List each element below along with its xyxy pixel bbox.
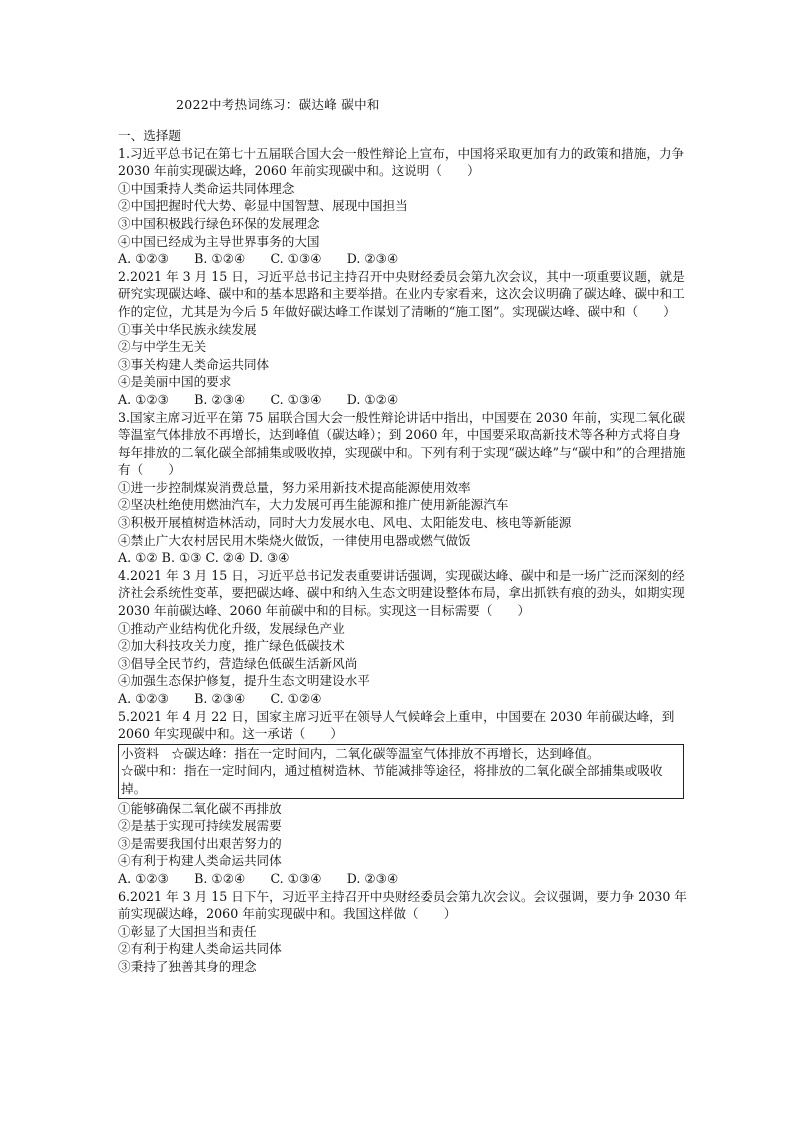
info-box-line: 小资料 ☆碳达峰：指在一定时间内，二氧化碳等温室气体排放不再增长，达到峰值。 (121, 745, 600, 761)
question-item: ①事关中华民族永续发展 (118, 321, 257, 337)
question-options: A. ①②③ B. ①②④ C. ①③④ D. ②③④ (118, 251, 399, 267)
question-item: ④是美丽中国的要求 (118, 374, 232, 390)
question-item: ①推动产业结构优化升级，发展绿色产业 (118, 620, 345, 636)
question-item: ④加强生态保护修复，提升生态文明建设水平 (118, 673, 370, 689)
question-stem: 5.2021 年 4 月 22 日，国家主席习近平在领导人气候峰会上重申，中国要在 2030 年前碳达峰，到 2060 年实现碳中和。这一承诺（ ） (118, 708, 675, 742)
question-stem: 3.国家主席习近平在第 75 届联合国大会一般性辩论讲话中指出，中国要在 2030 年前，实现二氧化碳等温室气体排放不再增长，达到峰值（碳达峰）；到 2060 年，中国要采取高新技术等各种方式将自身每年排放的二氧化碳全部捕集或吸收掉，实现碳中和。下列有利于实现“碳达峰”与“碳中和”的合理措施有（ ） (118, 409, 686, 478)
question-options: A. ①②③ B. ②③④ C. ①③④ D. ①②④ (118, 391, 399, 407)
question-6 (118, 888, 688, 976)
question-item: ④有利于构建人类命运共同体 (118, 853, 282, 869)
info-box (118, 744, 684, 799)
question-item: ②中国把握时代大势、彰显中国智慧、展现中国担当 (118, 198, 408, 214)
question-options: A. ①② B. ①③ C. ②④ D. ③④ (118, 550, 290, 566)
section-heading: 一、选择题 (118, 128, 181, 143)
question-item: ③是需要我国付出艰苦努力的 (118, 835, 282, 851)
question-item: ③事关构建人类命运共同体 (118, 356, 270, 372)
question-stem: 1.习近平总书记在第七十五届联合国大会一般性辩论上宣布，中国将采取更加有力的政策和措施，力争 2030 年前实现碳达峰，2060 年前实现碳中和。这说明（ ） (118, 145, 685, 179)
question-1 (118, 145, 688, 268)
question-item: ①中国秉持人类命运共同体理念 (118, 180, 295, 196)
question-options: A. ①②③ B. ①②④ C. ①③④ D. ②③④ (118, 870, 399, 886)
info-box-line: ☆碳中和：指在一定时间内，通过植树造林、节能减排等途径，将排放的二氧化碳全部捕集或吸收掉。 (121, 763, 663, 796)
question-5 (118, 708, 688, 888)
question-item: ②坚决杜绝使用燃油汽车，大力发展可再生能源和推广使用新能源汽车 (118, 497, 509, 513)
question-item: ④中国已经成为主导世界事务的大国 (118, 233, 320, 249)
question-item: ④禁止广大农村居民用木柴烧火做饭，一律使用电器或燃气做饭 (118, 532, 471, 548)
question-item: ②有利于构建人类命运共同体 (118, 941, 282, 957)
question-item: ①彰显了大国担当和责任 (118, 923, 257, 939)
question-4 (118, 567, 688, 708)
question-item: ③中国积极践行绿色环保的发展理念 (118, 215, 320, 231)
question-item: ①进一步控制煤炭消费总量，努力采用新技术提高能源使用效率 (118, 479, 471, 495)
question-stem: 4.2021 年 3 月 15 日，习近平总书记发表重要讲话强调，实现碳达峰、碳中和是一场广泛而深刻的经济社会系统性变革，要把碳达峰、碳中和纳入生态文明建设整体布局，拿出抓铁有痕的劲头，如期实现 2030 年前碳达峰、2060 年前碳中和的目标。实现这一目标需要（ ） (118, 567, 685, 619)
question-stem: 6.2021 年 3 月 15 日下午，习近平主持召开中央财经委员会第九次会议。会议强调，要力争 2030 年前实现碳达峰，2060 年前实现碳中和。我国这样做（ ） (118, 888, 687, 922)
question-item: ②加大科技攻关力度，推广绿色低碳技术 (118, 638, 345, 654)
document-content (118, 127, 688, 976)
question-2 (118, 268, 688, 409)
question-item: ②是基于实现可持续发展需要 (118, 818, 282, 834)
question-item: ①能够确保二氧化碳不再排放 (118, 800, 282, 816)
question-item: ②与中学生无关 (118, 339, 207, 355)
question-3 (118, 409, 688, 567)
question-item: ③秉持了独善其身的理念 (118, 958, 257, 974)
question-stem: 2.2021 年 3 月 15 日，习近平总书记主持召开中央财经委员会第九次会议，其中一项重要议题，就是研究实现碳达峰、碳中和的基本思路和主要举措。在业内专家看来，这次会议明确了碳达峰、碳中和工作的定位，尤其是为今后 5 年做好碳达峰工作谋划了清晰的“施工图”。实现碳达峰、碳中和（ ） (118, 268, 685, 319)
question-item: ③积极开展植树造林活动，同时大力发展水电、风电、太阳能发电、核电等新能源 (118, 515, 572, 531)
document-title: 2022中考热词练习：碳达峰 碳中和 (176, 97, 380, 112)
question-options: A. ①②③ B. ②③④ C. ①②④ (118, 691, 322, 706)
question-item: ③倡导全民节约，营造绿色低碳生活新风尚 (118, 655, 358, 671)
